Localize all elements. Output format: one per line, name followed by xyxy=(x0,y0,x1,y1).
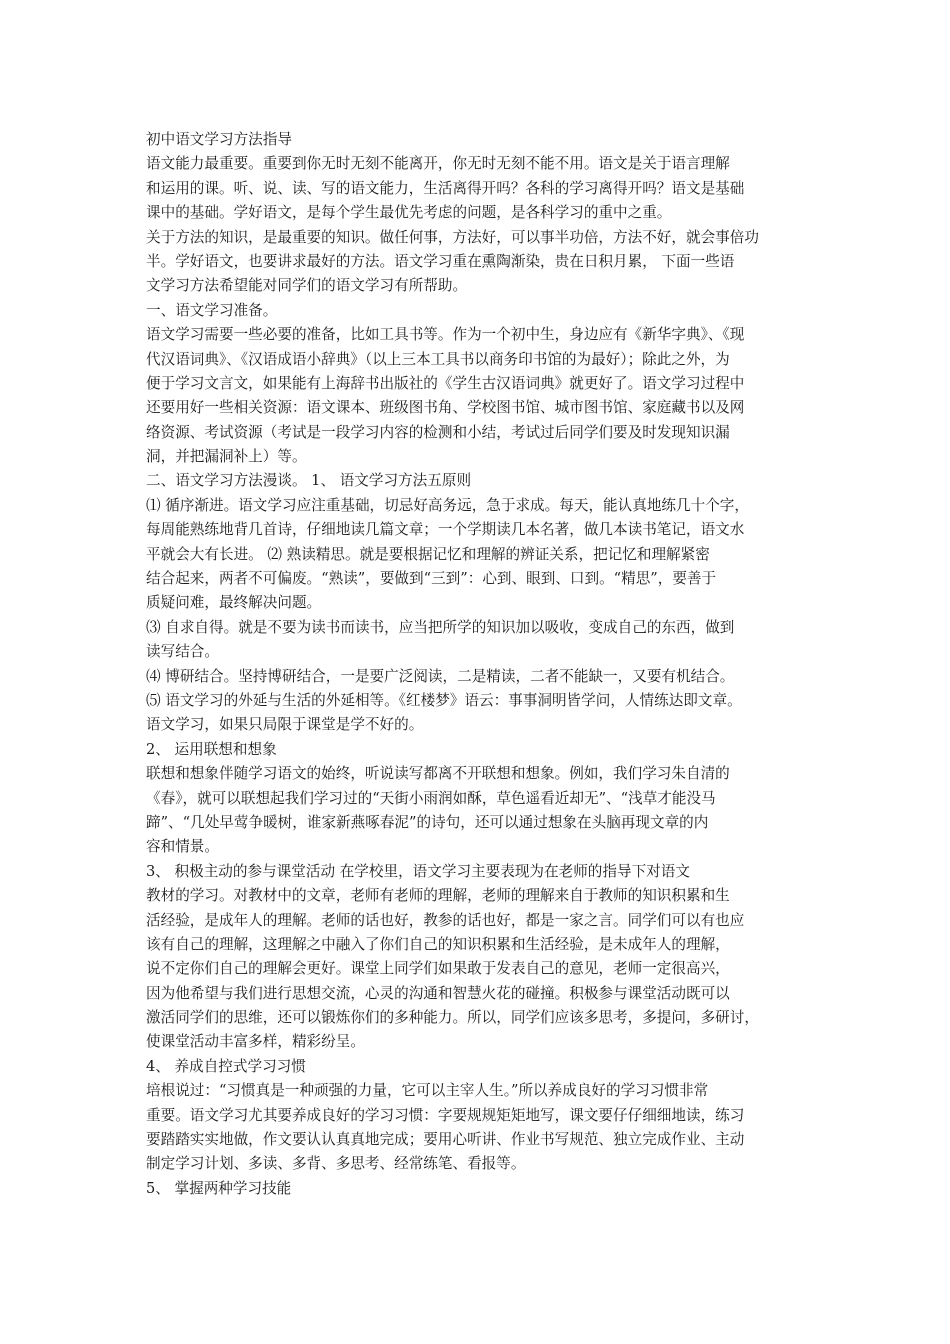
text-line: 活经验，是成年人的理解。老师的话也好，教参的话也好，都是一家之言。同学们可以有也应 xyxy=(146,911,745,929)
text-line: 《春》，就可以联想起我们学习过的“天街小雨润如酥，草色遥看近却无”、“浅草才能没马 xyxy=(146,789,716,807)
text-line: 还要用好一些相关资源：语文课本、班级图书角、学校图书馆、城市图书馆、家庭藏书以及网 xyxy=(146,399,745,417)
text-line: 要踏踏实实地做，作文要认认真真地完成；要用心听讲、作业书写规范、独立完成作业、主动 xyxy=(146,1131,745,1149)
text-line: 制定学习计划、多读、多背、多思考、经常练笔、看报等。 xyxy=(146,1155,526,1173)
text-line: 该有自己的理解，这理解之中融入了你们自己的知识积累和生活经验，是未成年人的理解， xyxy=(146,935,730,953)
text-line: 结合起来，两者不可偏废。“熟读”，要做到“三到”：心到、眼到、口到。“精思”，要善于 xyxy=(146,570,717,588)
text-line: 一、语文学习准备。 xyxy=(146,301,278,319)
text-line: 平就会大有长进。 ⑵ 熟读精思。就是要根据记忆和理解的辨证关系，把记忆和理解紧密 xyxy=(146,545,710,563)
text-line: 质疑问难，最终解决问题。 xyxy=(146,594,322,612)
text-line: 联想和想象伴随学习语文的始终，听说读写都离不开联想和想象。例如，我们学习朱自清的 xyxy=(146,765,730,783)
text-line: ⑴ 循序渐进。语文学习应注重基础，切忌好高务远，急于求成。每天，能认真地练几十个字， xyxy=(146,496,749,514)
text-line: 2、 运用联想和想象 xyxy=(146,740,277,758)
text-line: 容和情景。 xyxy=(146,838,219,856)
document-page xyxy=(146,128,810,1201)
text-line: 二、语文学习方法漫谈。 1、 语文学习方法五原则 xyxy=(146,472,472,490)
text-line: ⑸ 语文学习的外延与生活的外延相等。《红楼梦》语云：事事洞明皆学问，人情练达即文章。 xyxy=(146,691,742,709)
text-line: 语文能力最重要。重要到你无时无刻不能离开，你无时无刻不能不用。语文是关于语言理解 xyxy=(146,155,730,173)
text-line: 教材的学习。对教材中的文章，老师有老师的理解，老师的理解来自于教师的知识积累和生 xyxy=(146,887,730,905)
document-title: 初中语文学习方法指导 xyxy=(146,131,292,148)
text-line: 半。学好语文，也要讲求最好的方法。语文学习重在熏陶渐染，贵在日积月累， 下面一些语 xyxy=(146,252,735,270)
text-line: 3、 积极主动的参与课堂活动 在学校里，语文学习主要表现为在老师的指导下对语文 xyxy=(146,862,690,880)
text-line: 洞，并把漏洞补上）等。 xyxy=(146,448,307,466)
text-line: 读写结合。 xyxy=(146,643,219,661)
text-line: 使课堂活动丰富多样，精彩纷呈。 xyxy=(146,1033,365,1051)
text-line: 激活同学们的思维，还可以锻炼你们的多种能力。所以，同学们应该多思考，多提问，多研讨， xyxy=(146,1009,759,1027)
text-line: 5、 掌握两种学习技能 xyxy=(146,1179,292,1197)
text-line: 每周能熟练地背几首诗，仔细地读几篇文章；一个学期读几本名著，做几本读书笔记，语文水 xyxy=(146,521,745,539)
text-line: 说不定你们自己的理解会更好。课堂上同学们如果敢于发表自己的意见，老师一定很高兴， xyxy=(146,960,730,978)
text-line: 4、 养成自控式学习习惯 xyxy=(146,1057,306,1075)
text-line: 代汉语词典》、《汉语成语小辞典》（以上三本工具书以商务印书馆的为最好）；除此之外，为 xyxy=(146,350,730,368)
text-line: 文学习方法希望能对同学们的语文学习有所帮助。 xyxy=(146,277,468,295)
text-line: 络资源、考试资源（考试是一段学习内容的检测和小结，考试过后同学们要及时发现知识漏 xyxy=(146,423,730,441)
text-line: 语文学习，如果只局限于课堂是学不好的。 xyxy=(146,716,424,734)
text-line: 蹄”、“几处早莺争暖树，谁家新燕啄春泥”的诗句，还可以通过想象在头脑再现文章的内 xyxy=(146,813,709,831)
text-line: 因为他希望与我们进行思想交流，心灵的沟通和智慧火花的碰撞。积极参与课堂活动既可以 xyxy=(146,984,730,1002)
text-line: ⑷ 博研结合。坚持博研结合，一是要广泛阅读，二是精读，二者不能缺一，又要有机结合。 xyxy=(146,667,735,685)
text-line: 和运用的课。听、说、读、写的语文能力，生活离得开吗？各科的学习离得开吗？语文是基础 xyxy=(146,179,745,197)
text-line: 培根说过：“习惯真是一种顽强的力量，它可以主宰人生。”所以养成良好的学习习惯非常 xyxy=(146,1082,709,1100)
text-line: 语文学习需要一些必要的准备，比如工具书等。作为一个初中生，身边应有《新华字典》、《现 xyxy=(146,326,745,344)
document-body xyxy=(146,152,810,1201)
text-line: 课中的基础。学好语文，是每个学生最优先考虑的问题，是各科学习的重中之重。 xyxy=(146,204,672,222)
text-line: 便于学习文言文，如果能有上海辞书出版社的《学生古汉语词典》就更好了。语文学习过程中 xyxy=(146,374,745,392)
text-line: ⑶ 自求自得。就是不要为读书而读书，应当把所学的知识加以吸收，变成自己的东西，做到 xyxy=(146,618,735,636)
text-line: 重要。语文学习尤其要养成良好的学习习惯：字要规规矩矩地写，课文要仔仔细细地读，练习 xyxy=(146,1106,745,1124)
text-line: 关于方法的知识，是最重要的知识。做任何事，方法好，可以事半功倍，方法不好，就会事倍功 xyxy=(146,228,759,246)
